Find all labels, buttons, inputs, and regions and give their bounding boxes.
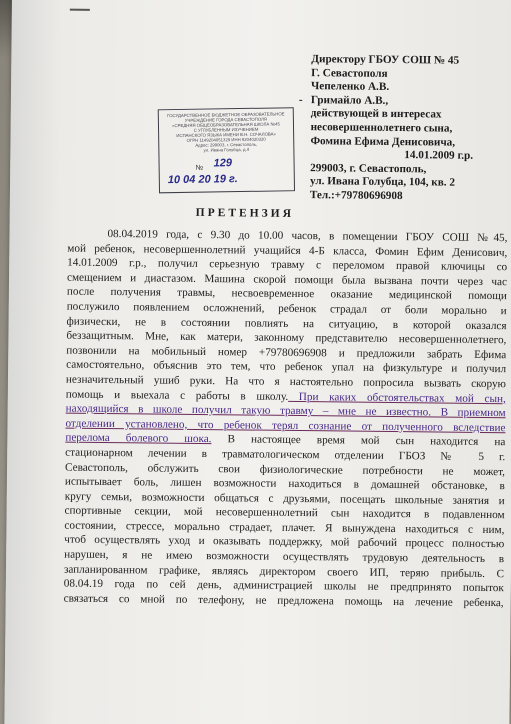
- body-line-text: 08.04.19 года по сей день, администрацией школы не предпринято попыток: [63, 577, 504, 595]
- addressee-line: Директору ГБОУ СОШ № 45: [311, 53, 460, 67]
- body-line-text: перелома болевого шока.: [65, 431, 212, 446]
- addressee-line: Г. Севастополя: [311, 66, 388, 80]
- stamp-line: Адрес: 299003, г. Севастополь,: [195, 141, 258, 148]
- body-line-text: незначительный ушиб руки. На что я настоятельно попросила вызвать скорую: [65, 373, 507, 391]
- body-line-text: помощь и выехала с работы в школу.: [65, 388, 289, 403]
- stamp-number-value: 129: [213, 157, 233, 170]
- body-line-text: испытывает боль, лишен возможности находиться в домашней обстановке, в: [64, 475, 505, 493]
- stamp-line: ОГРН 1149204051329 ИНН 9204020320: [186, 136, 266, 143]
- body-line-text: запланированном графике, являясь директором своего ИП, теряю прибыль. С: [63, 563, 505, 580]
- body-line-text: При каких обстоятельствах мой сын,: [288, 390, 506, 405]
- body-line-text: находящийся в школе получил такую травму – мне не известно. В приемном: [65, 402, 506, 420]
- body-line-text: беззащитным. Мне, как матери, законному представителю несовершеннолетнего,: [66, 329, 507, 347]
- body-line-text: позвонили на мобильный номер +79780696908 и предложили забрать Ефима: [66, 344, 507, 361]
- stamp-line: УЧРЕЖДЕНИЕ ГОРОДА СЕВАСТОПОЛЯ: [184, 116, 268, 123]
- registration-stamp: [158, 107, 295, 193]
- body-line-text: после получения травмы, несвоевременное оказание медицинской помощи: [66, 285, 507, 303]
- addressee-line: Тел.:+79780696908: [309, 189, 403, 203]
- addressee-line: Фомина Ефима Денисовича,: [310, 134, 456, 149]
- body-line-text: самостоятельно, объяснив это тем, что ребенок упал на физкультуре и получил: [66, 358, 507, 376]
- stamp-number-label: №: [195, 164, 204, 172]
- addressee-bullet: -: [298, 93, 303, 106]
- body-line-text: мой ребенок, несовершеннолетний учащийся 4-Б класса, Фомин Ефим Денисович,: [67, 242, 508, 259]
- body-line-text: кругу семьи, возможности общаться с друзьями, посещать школьные занятия и: [64, 490, 505, 507]
- body-line-text: Севастополь, обслужить свои физиологические потребности не может,: [64, 461, 506, 478]
- body-line-text: смещением и диастазом. Машина скорой помощи была вызвана почти через час: [66, 271, 508, 288]
- addressee-line: несовершеннолетнего сына,: [310, 121, 453, 135]
- body-line-text: связаться со мной по телефону, не предложена помощь на лечение ребенка,: [63, 592, 504, 610]
- body-line-text: спортивные секции, мой несовершеннолетний сын находится в подавленном: [64, 504, 505, 522]
- document-page: [4, 0, 511, 724]
- addressee-line: [298, 93, 511, 110]
- addressee-line: 299003, г. Севастополь,: [310, 161, 427, 176]
- stamp-date: 10 04 20 19 г.: [167, 173, 238, 187]
- addressee-block: [298, 53, 511, 205]
- stamp-line: «СРЕДНЯЯ ОБЩЕОБРАЗОВАТЕЛЬНАЯ ШКОЛА №45: [172, 121, 280, 129]
- body-line-text: послужило появлением осложнений, ребенок страдал от боли морально и: [66, 300, 507, 318]
- claim-body: [64, 227, 508, 611]
- addressee-line: Чепеленко А.В.: [310, 80, 390, 94]
- stamp-line: С УГЛУБЛЕННЫМ ИЗУЧЕНИЕМ: [193, 126, 259, 133]
- body-line-text: отделении установлено, что ребенок терял сознание от полученного вследствие: [65, 417, 506, 434]
- body-line-text: физически, не в состоянии повлиять на ситуацию, в которой оказался: [66, 315, 507, 332]
- addressee-line: 14.01.2009 г.р.: [404, 149, 474, 162]
- body-line-text: состоянии, стрессе, морально страдает, плачет. Я вынуждена находиться с ним,: [64, 519, 505, 537]
- body-line-text: В настоящее время мой сын находится на: [211, 433, 506, 449]
- body-line-text: нарушен, я не имею возможности осуществлять трудовую деятельность в: [64, 548, 505, 566]
- stamp-line: ИСПАНСКОГО ЯЗЫКА ИМЕНИ В.Н. СОЧАЛОВА»: [176, 131, 276, 139]
- addressee-line: действующей в интересах: [310, 107, 442, 121]
- pen-mark: [70, 9, 90, 11]
- body-line-text: 14.01.2009 г.р., получил серьезную травму с переломом правой ключицы со: [67, 256, 508, 274]
- addressee-text: Гримайло А.В.,: [310, 93, 389, 107]
- stamp-line: ул. Ивана Голубца, д.4: [203, 146, 250, 153]
- body-line-text: чтоб осуществлять уход и оказывать поддержку, мой рабочий процесс полностью: [64, 534, 505, 551]
- body-line-text: стационарном лечении в травматологическом отделении ГБОЗ № 5 г.: [65, 446, 506, 464]
- document-title: ПРЕТЕНЗИЯ: [195, 206, 295, 220]
- stamp-line: ГОСУДАРСТВЕННОЕ БЮДЖЕТНОЕ ОБРАЗОВАТЕЛЬНОЕ: [167, 111, 285, 119]
- body-line-text: 08.04.2019 года, с 9.30 до 10.00 часов, в помещении ГБОУ СОШ №45,: [107, 228, 508, 245]
- addressee-line: ул. Ивана Голубца, 104, кв. 2: [309, 175, 456, 189]
